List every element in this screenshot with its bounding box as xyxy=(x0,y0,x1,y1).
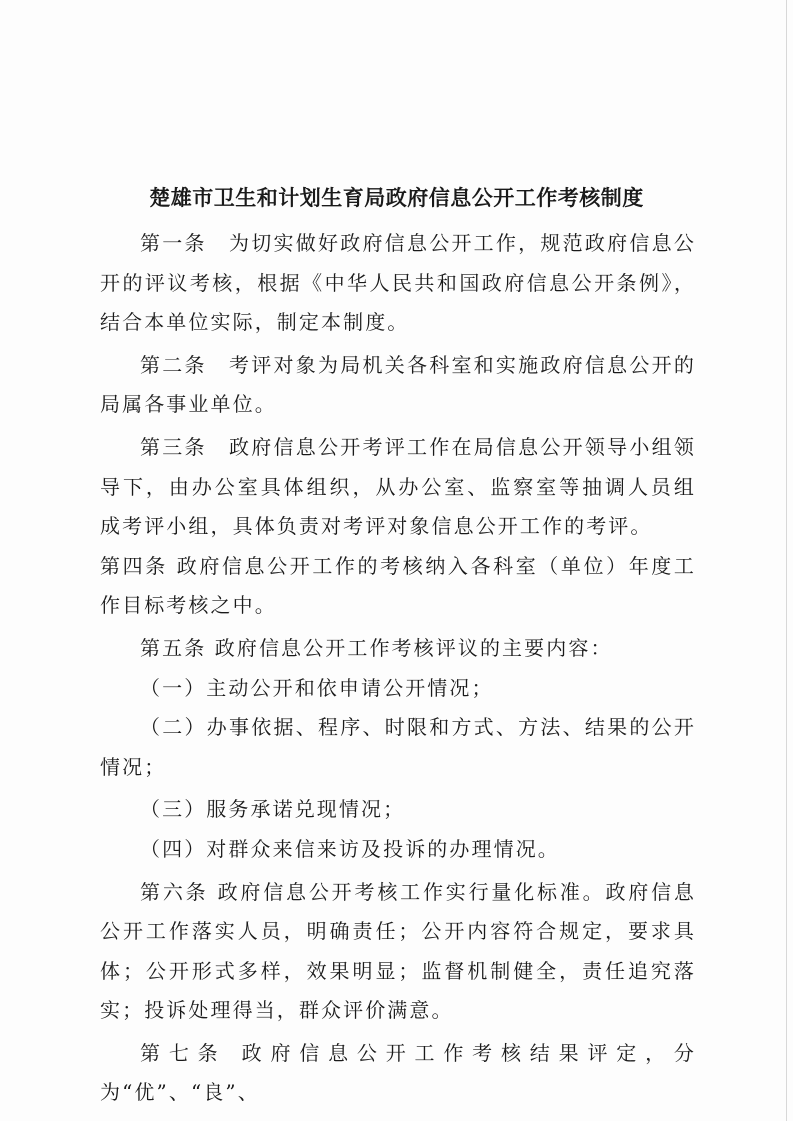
page-edge-divider xyxy=(786,0,787,1121)
article-5-item-4: （四）对群众来信来访及投诉的办理情况。 xyxy=(140,836,560,861)
document-body xyxy=(100,224,696,1113)
article-5-item-1: （一）主动公开和依申请公开情况； xyxy=(140,675,494,700)
article-5-item-3: （三）服务承诺兑现情况； xyxy=(140,797,406,822)
article-7: 第七条 政府信息公开工作考核结果评定，分为“优”、“良”、 xyxy=(100,1040,696,1105)
article-4: 第四条 政府信息公开工作的考核纳入各科室（单位）年度工作目标考核之中。 xyxy=(100,553,696,618)
document-title: 楚雄市卫生和计划生育局政府信息公开工作考核制度 xyxy=(149,186,644,210)
article-1: 第一条 为切实做好政府信息公开工作，规范政府信息公开的评议考核，根据《中华人民共和国政府信息公开条例》，结合本单位实际，制定本制度。 xyxy=(100,231,696,335)
article-5: 第五条 政府信息公开工作考核评议的主要内容： xyxy=(140,635,613,660)
article-3: 第三条 政府信息公开考评工作在局信息公开领导小组领导下，由办公室具体组织，从办公室、监察室等抽调人员组成考评小组，具体负责对考评对象信息公开工作的考评。 xyxy=(100,434,696,539)
article-5-item-2: （二）办事依据、程序、时限和方式、方法、结果的公开情况； xyxy=(100,715,696,779)
article-6: 第六条 政府信息公开考核工作实行量化标准。政府信息公开工作落实人员，明确责任；公开内容符合规定，要求具体；公开形式多样，效果明显；监督机制健全，责任追究落实；投诉处理得当，群众评价满意。 xyxy=(100,879,696,1023)
article-2: 第二条 考评对象为局机关各科室和实施政府信息公开的局属各事业单位。 xyxy=(100,352,696,417)
